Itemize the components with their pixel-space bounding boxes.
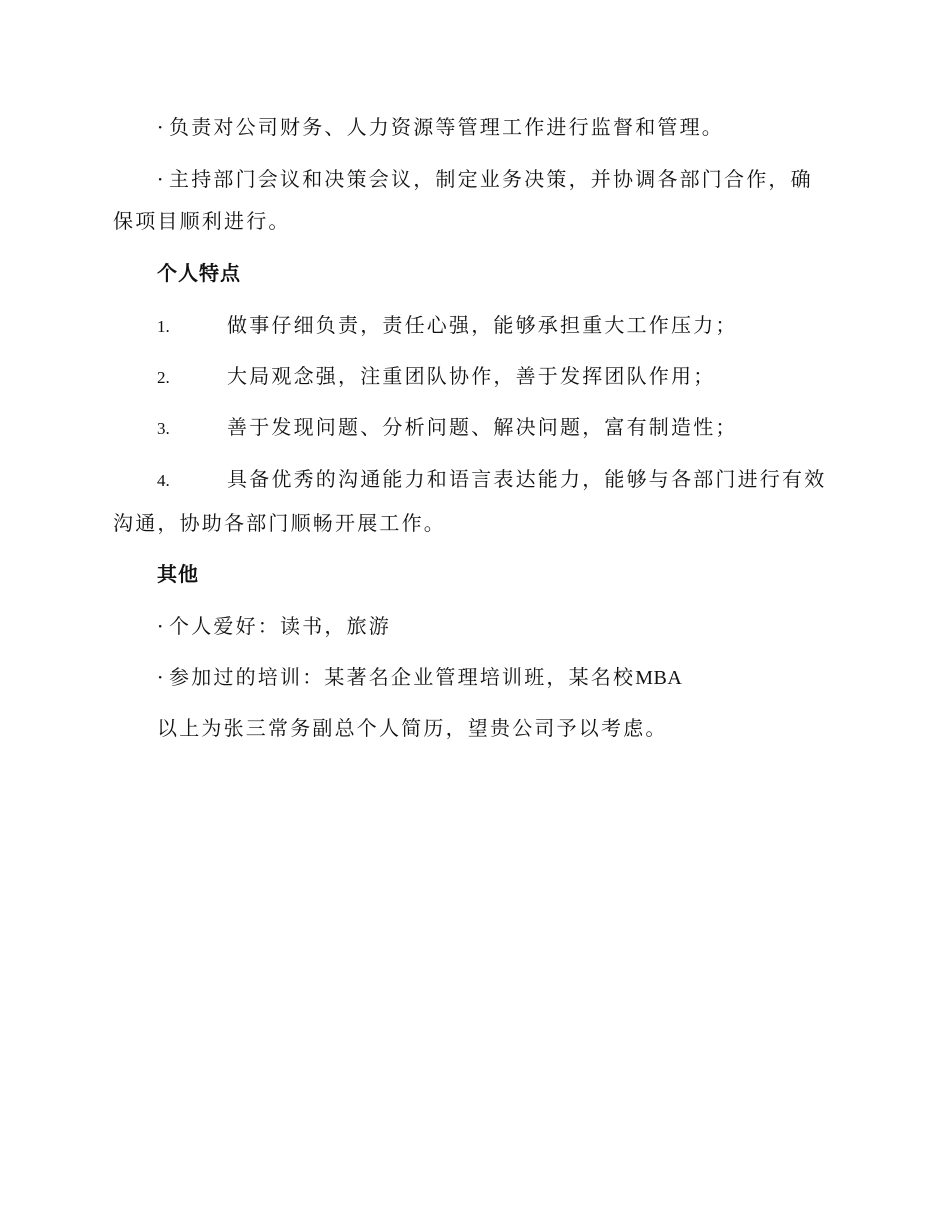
bullet-text: 主持部门会议和决策会议，制定业务决策，并协调各部门合作，确保项目顺利进行。 xyxy=(113,167,813,233)
bullet-paragraph xyxy=(113,106,833,148)
bullet-marker: · xyxy=(157,115,164,139)
bullet-text: 参加过的培训：某著名企业管理培训班，某名校 xyxy=(169,665,636,689)
bullet-marker: · xyxy=(157,167,164,191)
bullet-text-latin: MBA xyxy=(635,667,683,689)
item-number: 3. xyxy=(157,419,170,438)
item-number: 4. xyxy=(157,471,170,490)
bullet-paragraph xyxy=(113,158,833,242)
section-heading-personal: 个人特点 xyxy=(157,261,241,285)
item-number: 1. xyxy=(157,317,170,336)
bullet-marker: · xyxy=(157,665,164,689)
item-text: 善于发现问题、分析问题、解决问题，富有制造性； xyxy=(227,415,738,439)
item-text: 具备优秀的沟通能力和语言表达能力，能够与各部门进行有效沟通，协助各部门顺畅开展工作。 xyxy=(113,467,827,535)
numbered-item xyxy=(113,304,833,348)
section-heading-other: 其他 xyxy=(157,562,199,586)
item-text: 做事仔细负责，责任心强，能够承担重大工作压力； xyxy=(227,313,738,337)
numbered-item xyxy=(113,406,833,450)
bullet-text: 负责对公司财务、人力资源等管理工作进行监督和管理。 xyxy=(169,115,724,139)
closing-sentence: 以上为张三常务副总个人简历，望贵公司予以考虑。 xyxy=(157,716,668,740)
bullet-paragraph xyxy=(113,656,833,699)
bullet-text: 个人爱好：读书，旅游 xyxy=(169,614,391,638)
numbered-item xyxy=(113,355,833,399)
item-number: 2. xyxy=(157,368,170,387)
numbered-item xyxy=(113,458,833,544)
item-text: 大局观念强，注重团队协作，善于发挥团队作用； xyxy=(227,364,716,388)
bullet-marker: · xyxy=(157,614,164,638)
bullet-paragraph xyxy=(113,605,833,647)
